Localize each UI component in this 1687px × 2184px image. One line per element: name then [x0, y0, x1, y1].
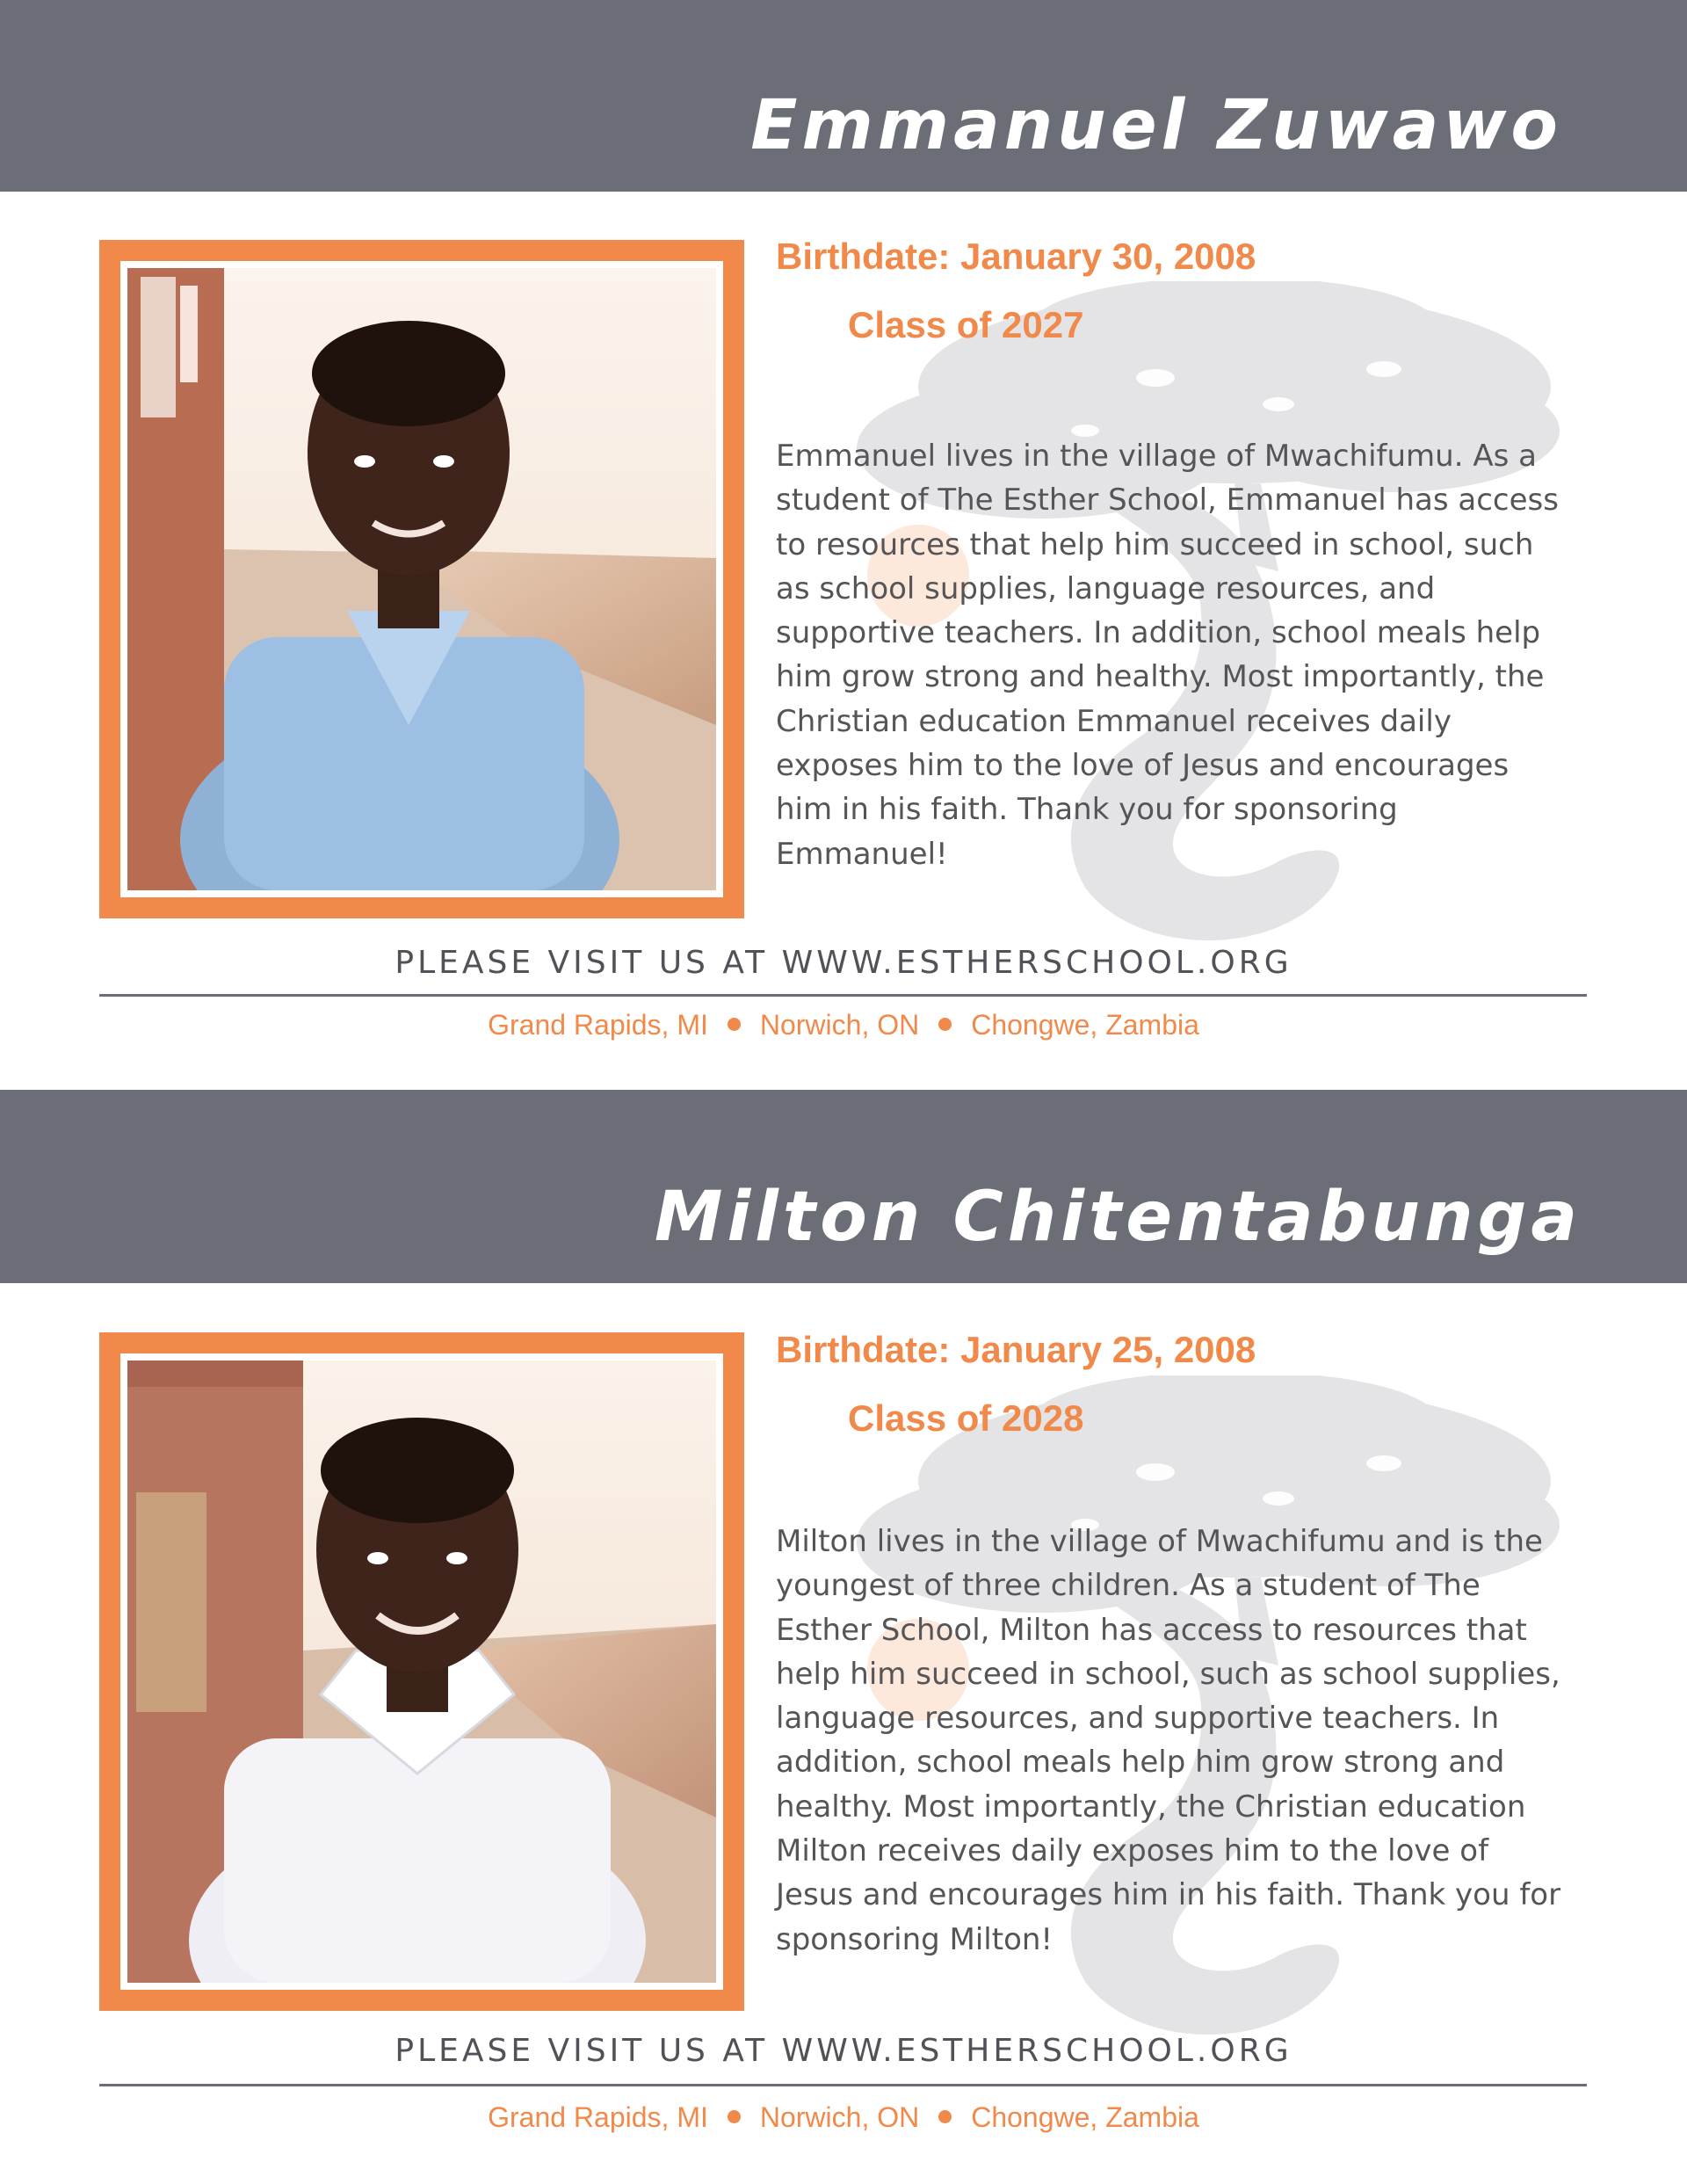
- child-photo: [127, 1360, 716, 1983]
- visit-website-text: PLEASE VISIT US AT WWW.ESTHERSCHOOL.ORG: [395, 945, 1292, 981]
- location-norwich: Norwich, ON: [759, 2101, 920, 2133]
- child-bio: Milton lives in the village of Mwachifumu and is the youngest of three children. As a student of The Esther School, Milton has access to resources that help him succeed in school, such as school supplies, language resources, and supportive teachers. In addition, school meals help him grow strong and healthy. Most importantly, the Christian education Milton receives daily exposes him to the love of Jesus and encourages him in his faith. Thank you for sponsoring Milton!: [776, 1524, 1561, 1957]
- child-bio: Emmanuel lives in the village of Mwachifumu. As a student of The Esther School, Emmanuel has access to resources that help him succeed in school, such as school supplies, language resources, and supportive teachers. In addition, school meals help him grow strong and healthy. Most importantly, the Christian education Emmanuel receives daily exposes him to the love of Jesus and encourages him in his faith. Thank you for sponsoring Emmanuel!: [776, 439, 1559, 872]
- location-grand-rapids: Grand Rapids, MI: [488, 2101, 708, 2133]
- child-photo: [127, 268, 716, 890]
- sponsor-card-2: [0, 1090, 1687, 2184]
- bullet-dot-icon: [938, 2110, 952, 2123]
- birthdate: Birthdate: January 25, 2008: [776, 1329, 1256, 1370]
- sponsor-card-1: [0, 0, 1687, 1090]
- location-norwich: Norwich, ON: [759, 1009, 920, 1041]
- birthdate: Birthdate: January 30, 2008: [776, 236, 1256, 277]
- bullet-dot-icon: [938, 1018, 952, 1031]
- locations-line: [0, 1009, 1687, 1041]
- divider-rule: [99, 994, 1587, 997]
- child-name: Emmanuel Zuwawo: [750, 86, 1562, 165]
- child-photo-frame: [99, 240, 744, 918]
- bullet-dot-icon: [728, 2110, 741, 2123]
- name-banner: [0, 1090, 1687, 1283]
- locations-line: [0, 2101, 1687, 2134]
- name-banner: [0, 0, 1687, 192]
- child-photo-frame: [99, 1332, 744, 2011]
- child-name: Milton Chitentabunga: [654, 1178, 1582, 1257]
- class-of: Class of 2027: [848, 304, 1084, 345]
- visit-website-text: PLEASE VISIT US AT WWW.ESTHERSCHOOL.ORG: [395, 2033, 1292, 2069]
- divider-rule: [99, 2084, 1587, 2086]
- location-chongwe: Chongwe, Zambia: [971, 1009, 1199, 1041]
- class-of: Class of 2028: [848, 1397, 1084, 1439]
- location-grand-rapids: Grand Rapids, MI: [488, 1009, 708, 1041]
- location-chongwe: Chongwe, Zambia: [971, 2101, 1199, 2133]
- bullet-dot-icon: [728, 1018, 741, 1031]
